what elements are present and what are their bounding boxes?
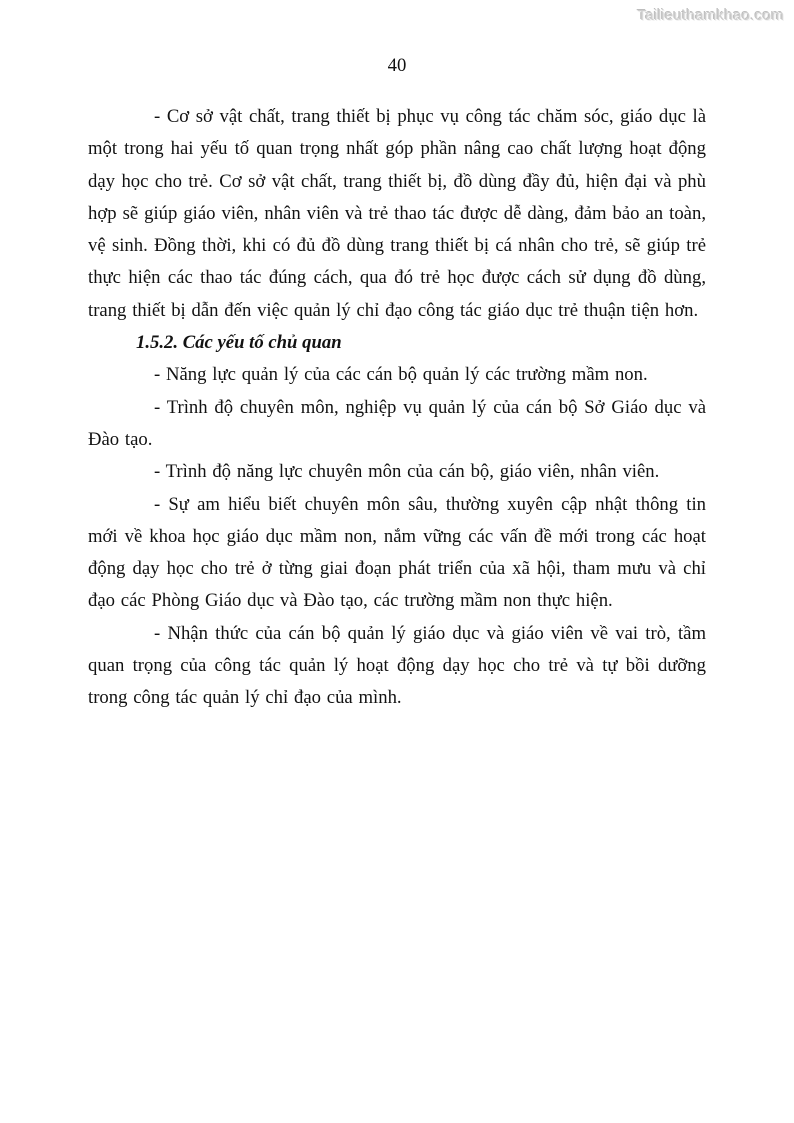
paragraph-facilities: - Cơ sở vật chất, trang thiết bị phục vụ công tác chăm sóc, giáo dục là một trong hai yếu tố quan trọng nhất góp phần nâng cao chất lượng hoạt động dạy học cho trẻ. Cơ sở vật chất, trang thiết bị, đồ dùng đầy đủ, hiện đại và phù hợp sẽ giúp giáo viên, nhân viên và trẻ thao tác được dễ dàng, đảm bảo an toàn, vệ sinh. Đồng thời, khi có đủ đồ dùng trang thiết bị cá nhân cho trẻ, sẽ giúp trẻ thực hiện các thao tác đúng cách, qua đó trẻ học được cách sử dụng đồ dùng, trang thiết bị dẫn đến việc quản lý chỉ đạo công tác giáo dục trẻ thuận tiện hơn.: [88, 106, 706, 321]
paragraph-staff-competence: - Trình độ năng lực chuyên môn của cán bộ, giáo viên, nhân viên.: [154, 461, 660, 483]
document-body: [88, 101, 706, 715]
page-number: 40: [387, 55, 407, 76]
paragraph-deep-expertise: - Sự am hiểu biết chuyên môn sâu, thường xuyên cập nhật thông tin mới về khoa học giáo dục mầm non, nắm vững các vấn đề mới trong các hoạt động dạy học cho trẻ ở từng giai đoạn phát triển của xã hội, tham mưu và chỉ đạo các Phòng Giáo dục và Đào tạo, các trường mầm non thực hiện.: [88, 493, 706, 612]
section-heading-1-5-2: 1.5.2. Các yếu tố chủ quan: [136, 332, 342, 354]
paragraph-management-capacity: - Năng lực quản lý của các cán bộ quản lý các trường mầm non.: [154, 364, 648, 386]
watermark-text: Tailieuthamkhao.com: [637, 7, 784, 24]
paragraph-professional-qualification: - Trình độ chuyên môn, nghiệp vụ quản lý của cán bộ Sở Giáo dục và Đào tạo.: [88, 396, 706, 450]
paragraph-awareness: - Nhận thức của cán bộ quản lý giáo dục và giáo viên về vai trò, tầm quan trọng của công tác quản lý hoạt động dạy học cho trẻ và tự bồi dưỡng trong công tác quản lý chỉ đạo của mình.: [88, 622, 706, 709]
